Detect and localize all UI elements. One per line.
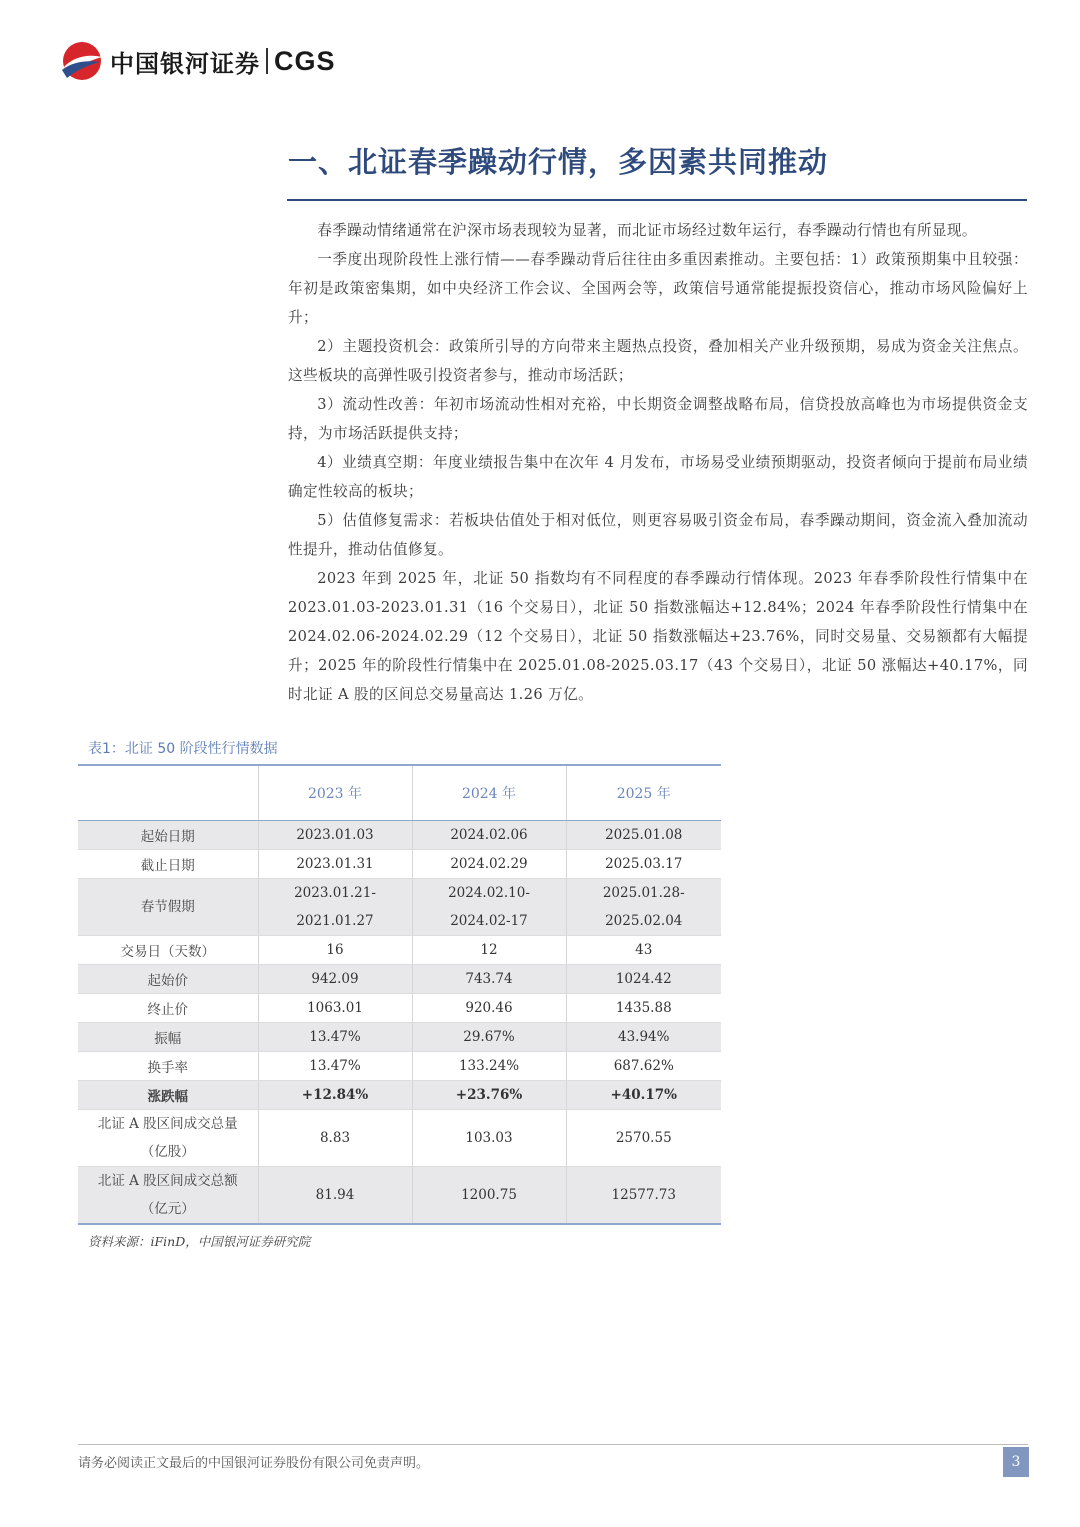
cell-line: 2023.01.21-	[294, 885, 376, 901]
cell-line: 2021.01.27	[296, 913, 374, 929]
table-cell: +40.17%	[566, 1081, 721, 1110]
section-title: 一、北证春季躁动行情，多因素共同推动	[288, 145, 829, 179]
cell-line: 2024.02-17	[450, 913, 528, 929]
table-cell: +23.76%	[412, 1081, 566, 1110]
row-label: 终止价	[78, 994, 258, 1023]
table-header-row	[78, 765, 721, 821]
label-line: 北证 A 股区间成交总量	[97, 1116, 238, 1132]
table-cell: 942.09	[258, 965, 412, 994]
header-cell-2023: 2023 年	[258, 765, 412, 821]
source-note: 资料来源：iFinD，中国银河证券研究院	[88, 1234, 311, 1249]
row-label: 起始价	[78, 965, 258, 994]
brand-logo	[60, 40, 336, 82]
table-row	[78, 965, 721, 994]
table-caption: 表1：北证 50 阶段性行情数据	[88, 741, 278, 757]
paragraph: 春季躁动情绪通常在沪深市场表现较为显著，而北证市场经过数年运行，春季躁动行情也有所显现。	[317, 222, 977, 239]
table-cell	[566, 879, 721, 936]
table-cell: 2025.01.08	[566, 821, 721, 850]
table-cell: 1200.75	[412, 1167, 566, 1225]
title-divider	[287, 199, 1027, 201]
table-cell: 2570.55	[566, 1110, 721, 1167]
row-label: 截止日期	[78, 850, 258, 879]
cgs-logo-icon	[60, 40, 104, 82]
paragraph: 一季度出现阶段性上涨行情——春季躁动背后往往由多重因素推动。主要包括：1）政策预期集中且较强：年初是政策密集期，如中央经济工作会议、全国两会等，政策信号通常能提振投资信心，推动市场风险偏好上升；	[288, 251, 1028, 326]
brand-name-cn: 中国银河证券	[110, 49, 260, 78]
row-label: 换手率	[78, 1052, 258, 1081]
table-cell: 2023.01.03	[258, 821, 412, 850]
table-cell: 920.46	[412, 994, 566, 1023]
table-cell: 1435.88	[566, 994, 721, 1023]
table-row	[78, 1167, 721, 1225]
table-cell: 8.83	[258, 1110, 412, 1167]
row-label: 起始日期	[78, 821, 258, 850]
table-row	[78, 936, 721, 965]
table-cell: 43.94%	[566, 1023, 721, 1052]
table-cell: +12.84%	[258, 1081, 412, 1110]
body-text	[288, 216, 1028, 709]
row-label	[78, 1110, 258, 1167]
label-line: 北证 A 股区间成交总额	[97, 1173, 238, 1189]
table-cell: 29.67%	[412, 1023, 566, 1052]
table-cell: 16	[258, 936, 412, 965]
table-cell: 103.03	[412, 1110, 566, 1167]
page-number: 3	[1003, 1447, 1029, 1477]
label-line: （亿元）	[140, 1201, 195, 1217]
paragraph: 5）估值修复需求：若板块估值处于相对低位，则更容易吸引资金布局，春季躁动期间，资金流入叠加流动性提升，推动估值修复。	[288, 512, 1028, 558]
table-cell: 2024.02.06	[412, 821, 566, 850]
table-cell: 743.74	[412, 965, 566, 994]
footer-divider	[78, 1444, 1028, 1445]
cell-line: 2025.01.28-	[602, 885, 685, 901]
cell-line: 2025.02.04	[605, 913, 683, 929]
table-row	[78, 1052, 721, 1081]
table-cell: 13.47%	[258, 1023, 412, 1052]
footer-disclaimer: 请务必阅读正文最后的中国银河证券股份有限公司免责声明。	[78, 1456, 430, 1471]
cell-line: 2024.02.10-	[448, 885, 530, 901]
row-label: 涨跌幅	[78, 1081, 258, 1110]
header-cell-2025: 2025 年	[566, 765, 721, 821]
table-row	[78, 821, 721, 850]
table-cell: 1063.01	[258, 994, 412, 1023]
row-label	[78, 1167, 258, 1225]
paragraph: 2023 年到 2025 年，北证 50 指数均有不同程度的春季躁动行情体现。2023 年春季阶段性行情集中在 2023.01.03-2023.01.31（16 个交易日），北证 50 指数涨幅达+12.84%；2024 年春季阶段性行情集中在 2024.02.06-2024.02.29（12 个交易日），北证 50 指数涨幅达+23.76%，同时交易量、交易额都有大幅提升；2025 年的阶段性行情集中在 2025.01.08-2025.03.17（43 个交易日），北证 50 涨幅达+40.17%，同时北证 A 股的区间总交易量高达 1.26 万亿。	[288, 570, 1028, 703]
label-line: （亿股）	[140, 1144, 195, 1160]
row-label: 交易日（天数）	[78, 936, 258, 965]
table-cell: 2025.03.17	[566, 850, 721, 879]
table-row	[78, 1110, 721, 1167]
paragraph: 2）主题投资机会：政策所引导的方向带来主题热点投资，叠加相关产业升级预期，易成为资金关注焦点。这些板块的高弹性吸引投资者参与，推动市场活跃；	[288, 338, 1028, 384]
paragraph: 4）业绩真空期：年度业绩报告集中在次年 4 月发布，市场易受业绩预期驱动，投资者倾向于提前布局业绩确定性较高的板块；	[288, 454, 1028, 500]
table-cell: 1024.42	[566, 965, 721, 994]
table-cell	[258, 879, 412, 936]
header-cell-2024: 2024 年	[412, 765, 566, 821]
paragraph: 3）流动性改善：年初市场流动性相对充裕，中长期资金调整战略布局，信贷投放高峰也为市场提供资金支持，为市场活跃提供支持；	[288, 396, 1028, 442]
table-row	[78, 879, 721, 936]
table-row-highlight	[78, 1081, 721, 1110]
table-cell: 12	[412, 936, 566, 965]
header-cell	[78, 765, 258, 821]
row-label: 振幅	[78, 1023, 258, 1052]
row-label: 春节假期	[78, 879, 258, 936]
table-row	[78, 850, 721, 879]
table-cell: 81.94	[258, 1167, 412, 1225]
table-cell	[412, 879, 566, 936]
table-row	[78, 994, 721, 1023]
table-cell: 2023.01.31	[258, 850, 412, 879]
table-cell: 43	[566, 936, 721, 965]
brand-name-en: CGS	[274, 45, 336, 76]
brand-divider	[266, 48, 268, 74]
table-cell: 13.47%	[258, 1052, 412, 1081]
table-cell: 2024.02.29	[412, 850, 566, 879]
table-cell: 12577.73	[566, 1167, 721, 1225]
market-data-table	[78, 764, 721, 1225]
table-cell: 133.24%	[412, 1052, 566, 1081]
table-row	[78, 1023, 721, 1052]
table-cell: 687.62%	[566, 1052, 721, 1081]
